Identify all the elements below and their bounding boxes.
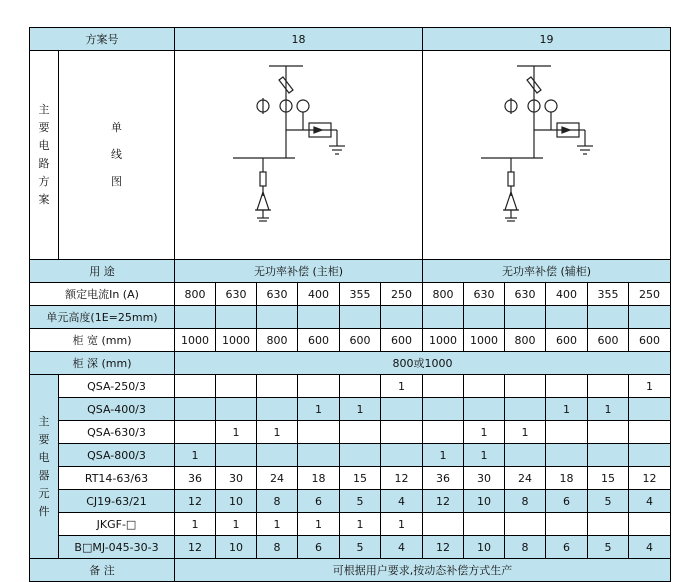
component-qty-cell: 18 bbox=[298, 467, 340, 490]
component-qty-cell bbox=[588, 513, 629, 536]
vertical-char: 主 bbox=[38, 414, 50, 428]
component-qty-cell bbox=[505, 398, 546, 421]
unit-height-cell bbox=[588, 306, 629, 329]
cabinet-width-cell: 1000 bbox=[216, 329, 257, 352]
component-qty-cell bbox=[298, 375, 340, 398]
component-qty-cell: 10 bbox=[216, 536, 257, 559]
component-name: QSA-630/3 bbox=[59, 421, 175, 444]
component-qty-cell bbox=[546, 375, 588, 398]
component-qty-cell: 1 bbox=[340, 513, 381, 536]
vertical-char: 要 bbox=[38, 432, 50, 446]
unit-height-cell bbox=[505, 306, 546, 329]
component-qty-cell bbox=[629, 444, 671, 467]
component-qty-cell: 15 bbox=[588, 467, 629, 490]
component-qty-cell bbox=[175, 421, 216, 444]
component-qty-cell bbox=[423, 421, 464, 444]
component-row bbox=[30, 536, 671, 559]
component-name: JKGF-□ bbox=[59, 513, 175, 536]
component-qty-cell: 6 bbox=[546, 536, 588, 559]
component-qty-cell: 5 bbox=[340, 490, 381, 513]
component-qty-cell bbox=[216, 444, 257, 467]
single-line-diagram-18 bbox=[219, 60, 379, 250]
component-qty-cell bbox=[546, 421, 588, 444]
rated-current-cell: 400 bbox=[546, 283, 588, 306]
usage-row bbox=[30, 260, 671, 283]
component-qty-cell: 12 bbox=[629, 467, 671, 490]
vertical-char: 方 bbox=[38, 175, 50, 188]
unit-height-cell bbox=[464, 306, 505, 329]
usage-label: 用 途 bbox=[30, 260, 175, 283]
scheme-label: 方案号 bbox=[30, 28, 175, 51]
component-qty-cell: 4 bbox=[629, 536, 671, 559]
component-qty-cell: 1 bbox=[464, 444, 505, 467]
usage-19: 无功率补偿 (辅柜) bbox=[423, 260, 671, 283]
component-qty-cell bbox=[257, 444, 298, 467]
rated-current-label: 额定电流In (A) bbox=[30, 283, 175, 306]
component-qty-cell: 30 bbox=[464, 467, 505, 490]
component-qty-cell: 1 bbox=[505, 421, 546, 444]
component-qty-cell: 1 bbox=[464, 421, 505, 444]
component-qty-cell bbox=[629, 513, 671, 536]
vertical-char: 线 bbox=[111, 148, 122, 161]
component-qty-cell bbox=[546, 444, 588, 467]
usage-18: 无功率补偿 (主柜) bbox=[175, 260, 423, 283]
unit-height-cell bbox=[340, 306, 381, 329]
component-qty-cell bbox=[464, 398, 505, 421]
component-qty-cell bbox=[423, 398, 464, 421]
cabinet-width-cell: 600 bbox=[588, 329, 629, 352]
component-qty-cell bbox=[505, 375, 546, 398]
cabinet-depth-value: 800或1000 bbox=[175, 352, 671, 375]
scheme-18: 18 bbox=[175, 28, 423, 51]
component-qty-cell bbox=[298, 421, 340, 444]
unit-height-row bbox=[30, 306, 671, 329]
component-row bbox=[30, 444, 671, 467]
component-qty-cell bbox=[629, 398, 671, 421]
cabinet-width-cell: 600 bbox=[340, 329, 381, 352]
vertical-char: 路 bbox=[38, 157, 50, 170]
component-qty-cell: 12 bbox=[381, 467, 423, 490]
component-qty-cell: 12 bbox=[175, 536, 216, 559]
component-name: QSA-400/3 bbox=[59, 398, 175, 421]
component-qty-cell: 1 bbox=[175, 444, 216, 467]
cabinet-width-cell: 800 bbox=[257, 329, 298, 352]
rated-current-cell: 630 bbox=[216, 283, 257, 306]
component-qty-cell: 1 bbox=[298, 513, 340, 536]
scheme-19: 19 bbox=[423, 28, 671, 51]
cabinet-width-cell: 1000 bbox=[423, 329, 464, 352]
component-qty-cell: 1 bbox=[175, 513, 216, 536]
unit-height-cell bbox=[175, 306, 216, 329]
rated-current-cell: 630 bbox=[505, 283, 546, 306]
single-line-diagram-19 bbox=[467, 60, 627, 250]
cabinet-width-label: 柜 宽 (mm) bbox=[30, 329, 175, 352]
component-qty-cell: 6 bbox=[298, 490, 340, 513]
component-qty-cell: 8 bbox=[257, 490, 298, 513]
vertical-char: 单 bbox=[111, 121, 122, 134]
diagram-18 bbox=[175, 51, 423, 260]
rated-current-cell: 250 bbox=[629, 283, 671, 306]
component-qty-cell: 1 bbox=[340, 398, 381, 421]
main-circuit-text bbox=[30, 101, 58, 209]
component-qty-cell: 30 bbox=[216, 467, 257, 490]
component-qty-cell bbox=[588, 375, 629, 398]
vertical-char: 要 bbox=[38, 121, 50, 134]
component-qty-cell bbox=[423, 375, 464, 398]
cabinet-width-cell: 600 bbox=[381, 329, 423, 352]
component-row bbox=[30, 467, 671, 490]
component-name: B□MJ-045-30-3 bbox=[59, 536, 175, 559]
main-circuit-label bbox=[30, 51, 59, 260]
component-qty-cell bbox=[588, 444, 629, 467]
rated-current-cell: 400 bbox=[298, 283, 340, 306]
rated-current-cell: 630 bbox=[464, 283, 505, 306]
unit-height-cell bbox=[298, 306, 340, 329]
component-qty-cell: 8 bbox=[505, 536, 546, 559]
component-qty-cell: 1 bbox=[216, 421, 257, 444]
vertical-char: 元 bbox=[38, 486, 50, 500]
component-qty-cell: 36 bbox=[175, 467, 216, 490]
component-name: QSA-800/3 bbox=[59, 444, 175, 467]
rated-current-cell: 800 bbox=[423, 283, 464, 306]
component-qty-cell: 1 bbox=[257, 513, 298, 536]
component-qty-cell: 24 bbox=[257, 467, 298, 490]
component-qty-cell: 12 bbox=[423, 490, 464, 513]
vertical-char: 电 bbox=[38, 139, 50, 152]
component-qty-cell: 1 bbox=[257, 421, 298, 444]
unit-height-cell bbox=[257, 306, 298, 329]
vertical-char: 案 bbox=[38, 193, 50, 206]
vertical-char: 件 bbox=[38, 504, 50, 518]
component-qty-cell bbox=[381, 398, 423, 421]
component-qty-cell bbox=[340, 375, 381, 398]
vertical-char: 电 bbox=[38, 450, 50, 464]
component-qty-cell: 1 bbox=[546, 398, 588, 421]
component-qty-cell: 8 bbox=[257, 536, 298, 559]
component-name: QSA-250/3 bbox=[59, 375, 175, 398]
component-qty-cell bbox=[340, 421, 381, 444]
component-qty-cell: 36 bbox=[423, 467, 464, 490]
component-qty-cell: 6 bbox=[546, 490, 588, 513]
vertical-char: 图 bbox=[111, 175, 122, 188]
component-qty-cell bbox=[175, 398, 216, 421]
rated-current-cell: 355 bbox=[588, 283, 629, 306]
component-row bbox=[30, 490, 671, 513]
component-qty-cell: 1 bbox=[381, 513, 423, 536]
component-qty-cell bbox=[216, 375, 257, 398]
cabinet-width-cell: 1000 bbox=[175, 329, 216, 352]
component-qty-cell: 15 bbox=[340, 467, 381, 490]
component-qty-cell bbox=[546, 513, 588, 536]
component-qty-cell: 18 bbox=[546, 467, 588, 490]
component-qty-cell: 10 bbox=[464, 490, 505, 513]
component-row bbox=[30, 398, 671, 421]
component-qty-cell: 4 bbox=[381, 536, 423, 559]
component-row bbox=[30, 513, 671, 536]
component-qty-cell: 6 bbox=[298, 536, 340, 559]
component-qty-cell bbox=[257, 398, 298, 421]
component-qty-cell: 1 bbox=[588, 398, 629, 421]
rated-current-row bbox=[30, 283, 671, 306]
unit-height-cell bbox=[423, 306, 464, 329]
component-qty-cell: 1 bbox=[216, 513, 257, 536]
cabinet-width-cell: 800 bbox=[505, 329, 546, 352]
component-qty-cell bbox=[381, 421, 423, 444]
cabinet-width-cell: 600 bbox=[546, 329, 588, 352]
unit-height-cell bbox=[546, 306, 588, 329]
component-qty-cell bbox=[175, 375, 216, 398]
diagram-row bbox=[30, 51, 671, 260]
component-qty-cell: 1 bbox=[381, 375, 423, 398]
component-qty-cell: 4 bbox=[381, 490, 423, 513]
component-name: RT14-63/63 bbox=[59, 467, 175, 490]
cabinet-width-cell: 600 bbox=[298, 329, 340, 352]
components-label bbox=[30, 375, 59, 559]
component-qty-cell bbox=[298, 444, 340, 467]
component-qty-cell: 24 bbox=[505, 467, 546, 490]
component-qty-cell: 12 bbox=[175, 490, 216, 513]
diagram-19 bbox=[423, 51, 671, 260]
component-qty-cell bbox=[340, 444, 381, 467]
spec-table bbox=[29, 27, 671, 582]
component-qty-cell bbox=[381, 444, 423, 467]
cabinet-depth-row bbox=[30, 352, 671, 375]
cabinet-width-row bbox=[30, 329, 671, 352]
component-qty-cell bbox=[423, 513, 464, 536]
component-qty-cell: 5 bbox=[588, 536, 629, 559]
unit-height-label: 单元高度(1E=25mm) bbox=[30, 306, 175, 329]
cabinet-depth-label: 柜 深 (mm) bbox=[30, 352, 175, 375]
remarks-value: 可根据用户要求,按动态补偿方式生产 bbox=[175, 559, 671, 582]
component-qty-cell: 10 bbox=[216, 490, 257, 513]
component-qty-cell bbox=[588, 421, 629, 444]
component-qty-cell bbox=[464, 375, 505, 398]
component-qty-cell bbox=[505, 444, 546, 467]
single-line-text bbox=[59, 119, 174, 191]
unit-height-cell bbox=[216, 306, 257, 329]
component-row bbox=[30, 375, 671, 398]
component-qty-cell bbox=[464, 513, 505, 536]
component-qty-cell bbox=[257, 375, 298, 398]
cabinet-width-cell: 600 bbox=[629, 329, 671, 352]
single-line-label bbox=[59, 51, 175, 260]
component-qty-cell: 1 bbox=[298, 398, 340, 421]
component-qty-cell: 4 bbox=[629, 490, 671, 513]
component-qty-cell bbox=[505, 513, 546, 536]
component-qty-cell: 12 bbox=[423, 536, 464, 559]
component-qty-cell: 10 bbox=[464, 536, 505, 559]
component-qty-cell: 8 bbox=[505, 490, 546, 513]
component-qty-cell bbox=[216, 398, 257, 421]
components-body bbox=[30, 375, 671, 559]
component-row bbox=[30, 421, 671, 444]
rated-current-cell: 250 bbox=[381, 283, 423, 306]
unit-height-cell bbox=[629, 306, 671, 329]
vertical-char: 器 bbox=[38, 468, 50, 482]
rated-current-cell: 630 bbox=[257, 283, 298, 306]
rated-current-cell: 355 bbox=[340, 283, 381, 306]
remarks-row bbox=[30, 559, 671, 582]
rated-current-cell: 800 bbox=[175, 283, 216, 306]
component-qty-cell: 5 bbox=[340, 536, 381, 559]
vertical-char: 主 bbox=[38, 103, 50, 116]
component-name: CJ19-63/21 bbox=[59, 490, 175, 513]
header-row bbox=[30, 28, 671, 51]
component-qty-cell: 1 bbox=[629, 375, 671, 398]
remarks-label: 备 注 bbox=[30, 559, 175, 582]
component-qty-cell: 5 bbox=[588, 490, 629, 513]
unit-height-cell bbox=[381, 306, 423, 329]
component-qty-cell: 1 bbox=[423, 444, 464, 467]
component-qty-cell bbox=[629, 421, 671, 444]
cabinet-width-cell: 1000 bbox=[464, 329, 505, 352]
